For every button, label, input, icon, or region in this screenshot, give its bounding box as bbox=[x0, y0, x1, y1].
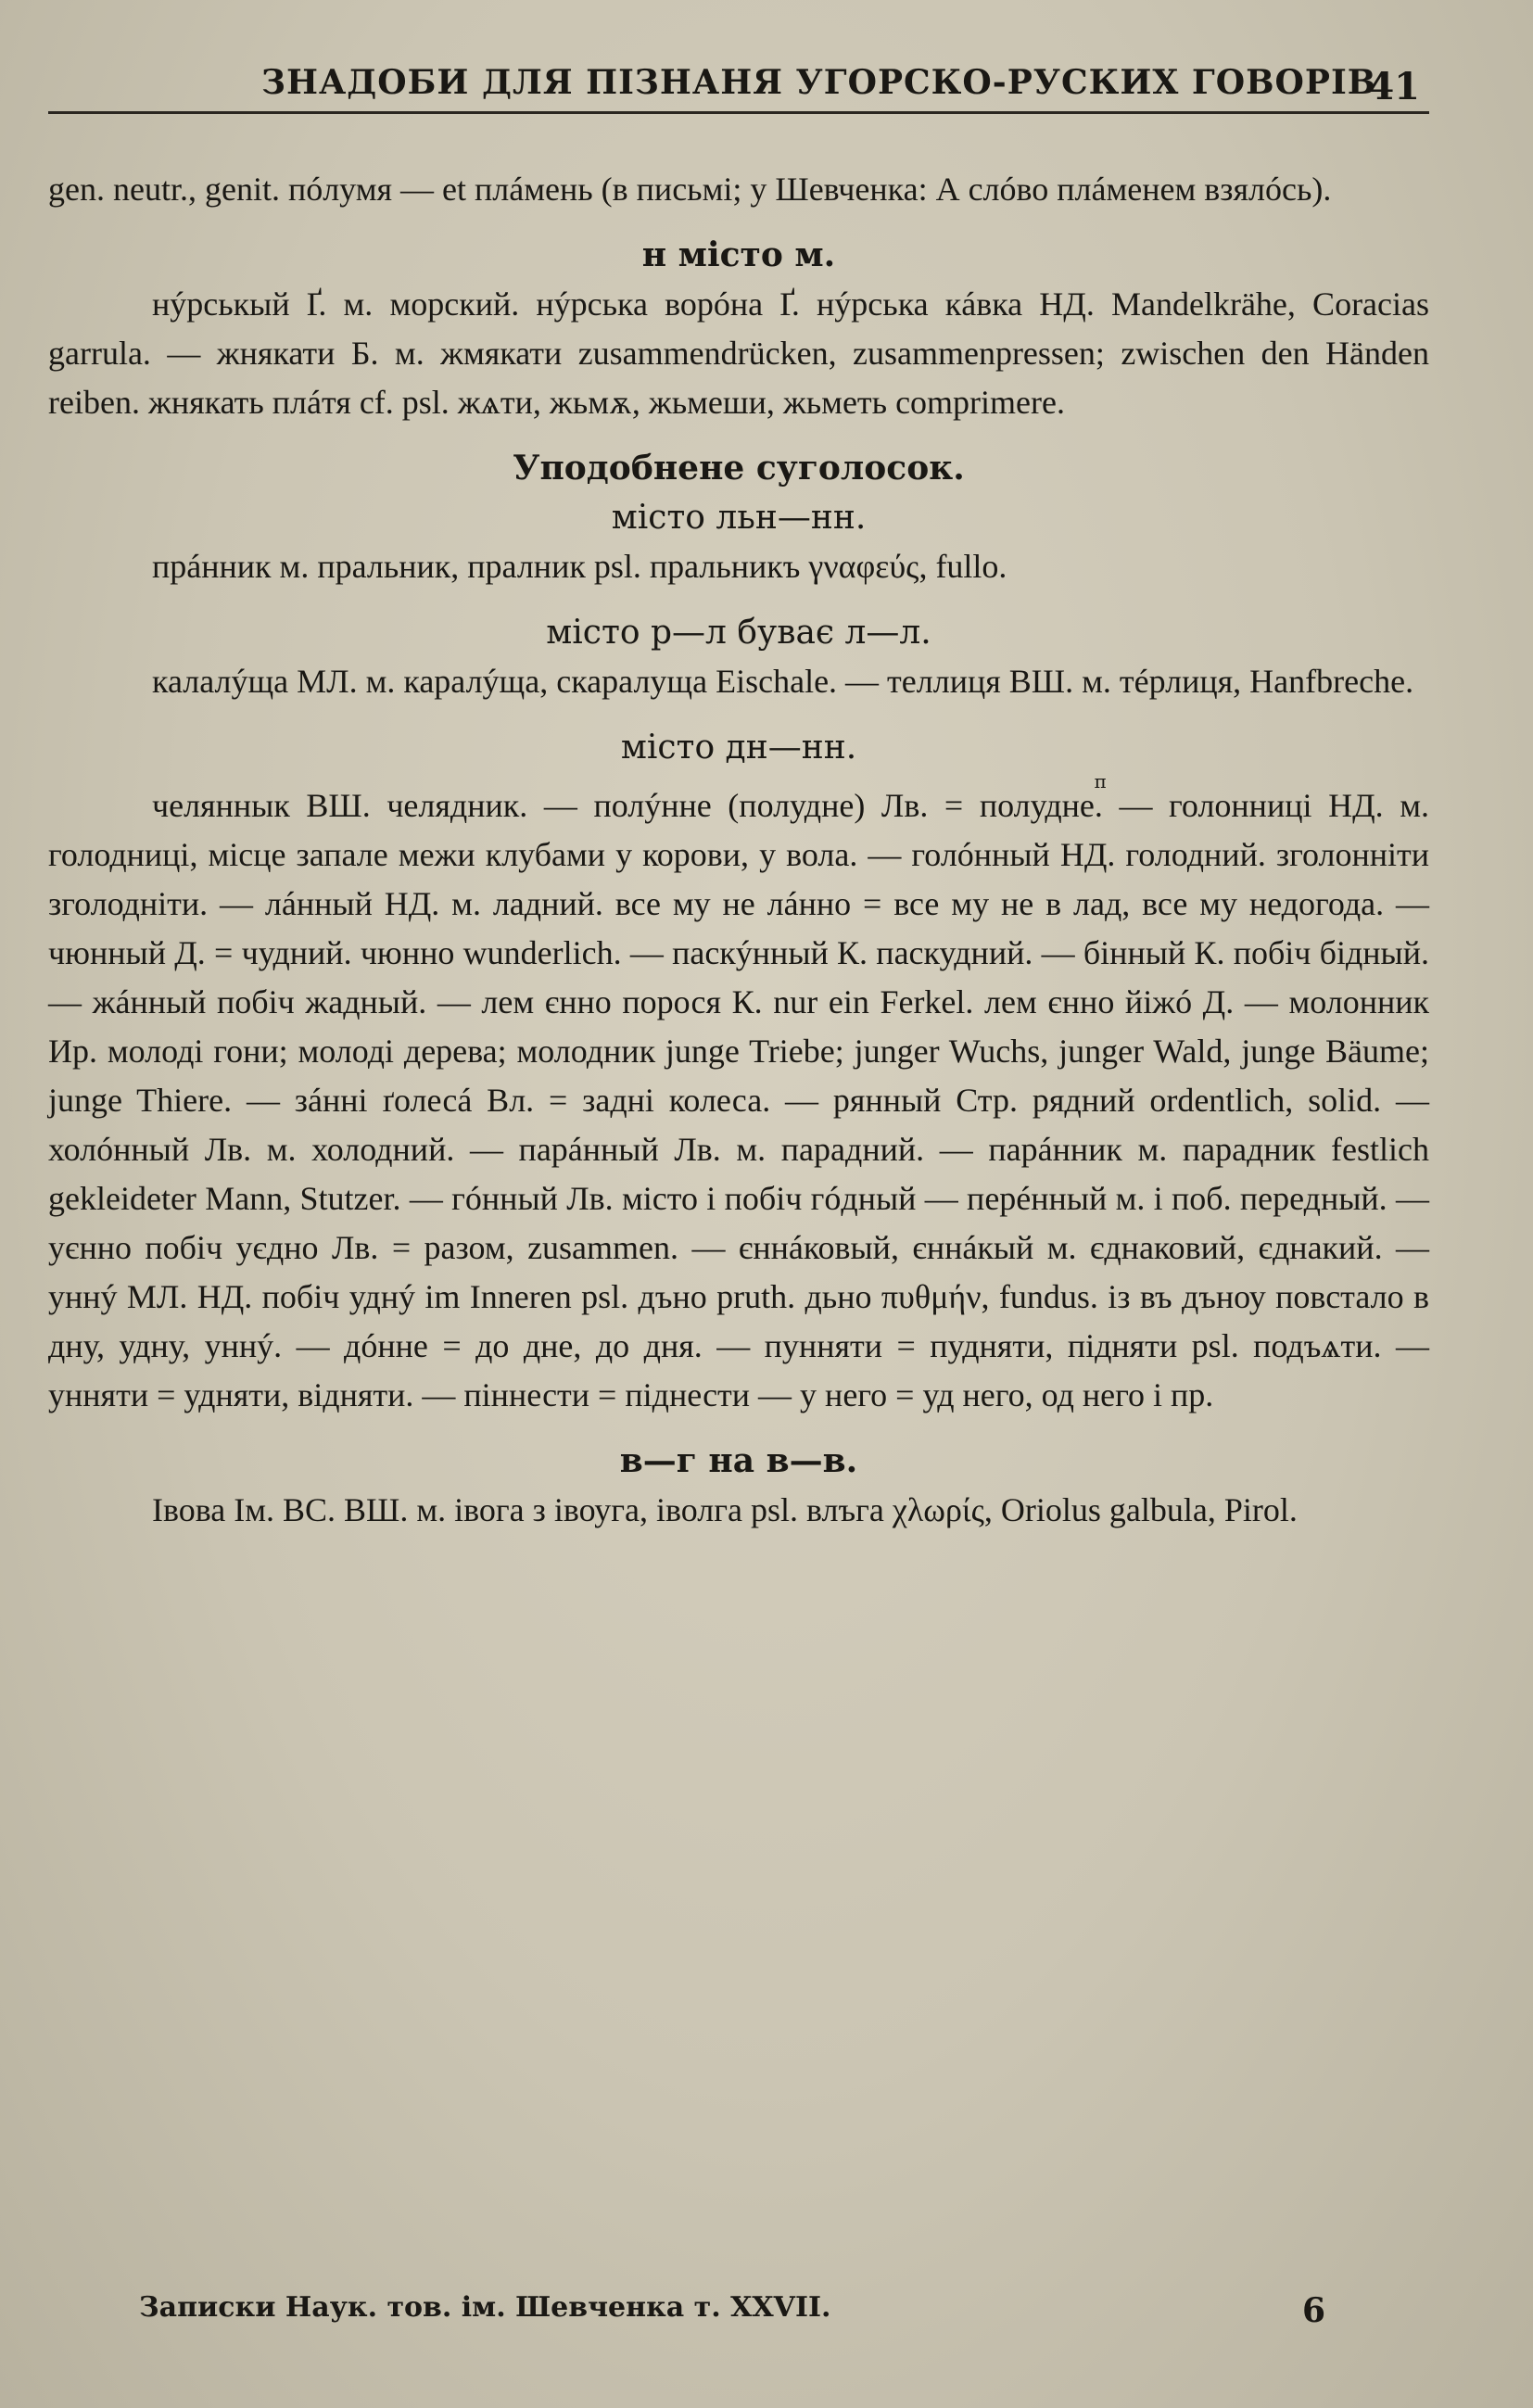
footer-signature: Записки Наук. тов. ім. Шевченка т. XXVII. bbox=[139, 2291, 831, 2324]
section-heading-n: н місто м. bbox=[641, 235, 836, 274]
page-footer bbox=[139, 2291, 1325, 2330]
subheading-v-g: в—г на в—в. bbox=[619, 1441, 858, 1480]
running-header bbox=[48, 57, 1429, 114]
running-title: ЗНАДОБИ ДЛЯ ПІЗНАНЯ УГОРСКО-РУСКИХ ГОВОРІВ bbox=[261, 63, 1377, 102]
paragraph-3: прáнник м. пральник, пралник psl. пральникъ γναφεύς, fullo. bbox=[152, 548, 1007, 585]
section-heading-assimilation: Уподобнене суголосок. bbox=[513, 449, 965, 488]
page-number: 41 bbox=[1368, 65, 1420, 108]
paragraph-4: калалýща МЛ. м. каралýща, скаралуща Eischale. — теллиця ВШ. м. тéрлиця, Hanfbreche. bbox=[152, 663, 1414, 700]
page-body bbox=[48, 165, 1429, 1535]
subheading-lyn-nn: місто льн—нн. bbox=[611, 499, 867, 537]
footer-sheet-number: 6 bbox=[1301, 2291, 1325, 2330]
subheading-dn-nn: місто дн—нн. bbox=[620, 729, 857, 767]
paragraph-5: челяннык ВШ. челядник. — полýнне (полудне) Лв. = полудне. — голонниці НД. м. голодниці, місце запале межи клубами у корови, у вола. — голóнный НД. голодний. зголонніти зголодніти. — лáнный НД. м. ладний. все му не лáнно = все му не в лад, все му недогода. — чюнный Д. = чудний. чюнно wunderlich. — паскýнный К. паскудний. — бінный К. побіч бідный. — жáнный побіч жадный. — лем єнно порося К. nur ein Ferkel. лем єнно йіжó Д. — молонник Ир. молоді гони; молоді дерева; молодник junge Triebe; junger Wuchs, junger Wald, junge Bäume; junge Thiere. — зáнні ґолесá Вл. = задні колеса. — рянный Стр. рядний ordentlich, solid. — холóнный Лв. м. холодний. — парáнный Лв. м. парадний. — парáнник м. парадник festlich gekleideter Mann, Stutzer. — гóнный Лв. місто і побіч гóдный — перéнный м. і поб. передный. — уєнно побіч уєдно Лв. = разом, zusammen. — єннáковый, єннáкый м. єднаковий, єднакий. — уннý МЛ. НД. побіч уднý im Inneren psl. дъно pruth. дьно πυθμήν, fundus. із въ дъноу повстало в дну, удну, уннý. — дóнне = до дне, до дня. — пунняти = пудняти, підняти psl. подъѧти. — унняти = удняти, відняти. — піннести = піднести — у него = уд него, од него і пр. bbox=[48, 787, 1429, 1413]
paragraph-1: gen. neutr., genit. пóлумя — et плáмень (в письмі; у Шевченка: А слóво плáменем взялóсь). bbox=[48, 171, 1332, 208]
paragraph-2: нýрськый Ґ. м. морский. нýрська ворóна Ґ. нýрська кáвка НД. Mandelkrähe, Coracias garrula. — жнякати Б. м. жмякати zusammendrücken, zusammenpressen; zwischen den Händen reiben. жнякать плáтя cf. psl. жѧти, жьмѫ, жьмеши, жьметь comprimere. bbox=[48, 285, 1429, 421]
paragraph-6: Івова Ім. ВС. ВШ. м. івога з івоуга, іволга psl. влъга χλωρίς, Oriolus galbula, Pirol. bbox=[152, 1491, 1298, 1528]
superscript-mark: п bbox=[1094, 770, 1107, 792]
subheading-r-l: місто р—л буває л—л. bbox=[546, 614, 931, 652]
